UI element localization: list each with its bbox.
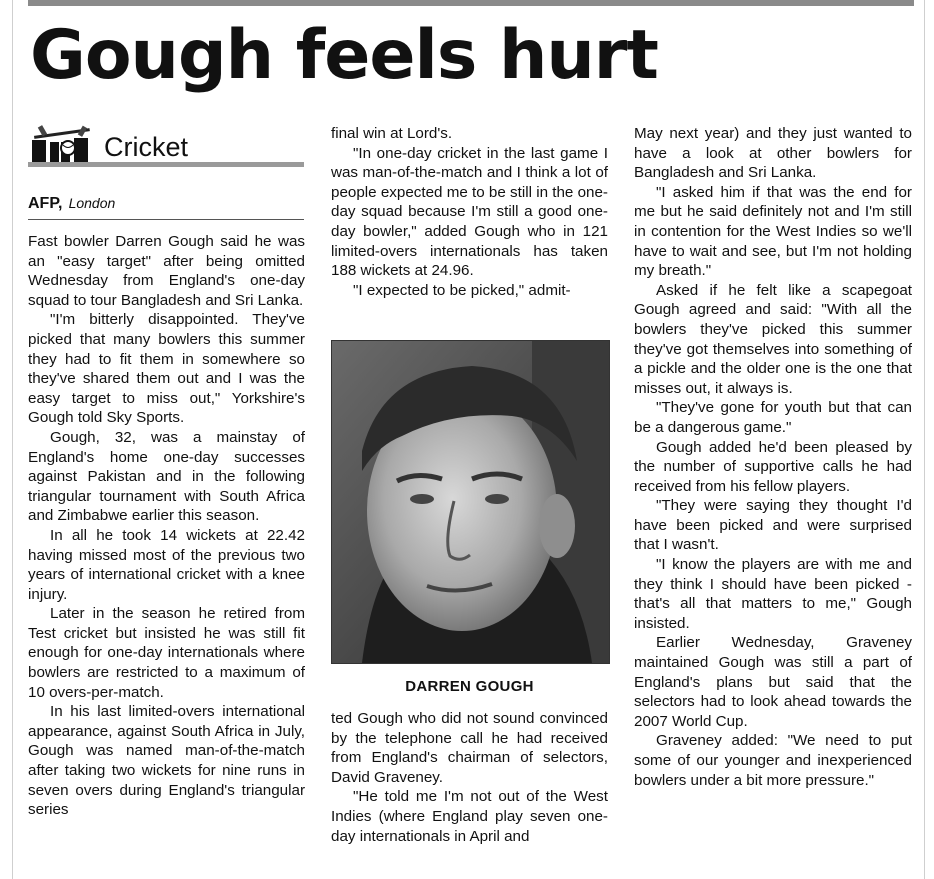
byline-rule <box>28 219 304 220</box>
paragraph: Gough added he'd been pleased by the number of supportive calls he had received from his fellow players. <box>634 438 912 495</box>
section-header <box>28 124 304 168</box>
headline: Gough feels hurt <box>30 16 658 95</box>
article-column-3 <box>634 124 912 790</box>
paragraph: "I'm bitterly disappointed. They've picked that many bowlers this summer they had to fit them in somewhere so they've shared them out and I was the easy target to miss out," Yorkshire's Gough told Sky Sports. <box>28 311 305 427</box>
byline-place: London <box>68 195 116 211</box>
paragraph: ted Gough who did not sound convinced by the telephone call he had received from England's chairman of selectors, David Graveney. <box>331 710 608 786</box>
paragraph: final win at Lord's. <box>331 125 453 142</box>
left-margin-line <box>12 0 13 879</box>
byline-agency: AFP, <box>28 195 63 212</box>
portrait-photo <box>331 340 610 664</box>
paragraph: Later in the season he retired from Test cricket but insisted he was still fit enough for one-day internationals where bowlers are restricted to a maximum of 10 overs-per-match. <box>28 605 305 701</box>
article-column-1 <box>28 232 305 820</box>
section-label: Cricket <box>104 132 189 162</box>
paragraph: "They were saying they thought I'd have been picked and were surprised that I wasn't. <box>634 497 912 554</box>
paragraph: "He told me I'm not out of the West Indies (where England play seven one-day internationals in April and <box>331 788 608 845</box>
paragraph: "I asked him if that was the end for me but he said definitely not and I'm still in contention for the West Indies so we'll have to wait and see, but I'm not holding my breath." <box>634 183 912 280</box>
paragraph: "They've gone for youth but that can be a dangerous game." <box>634 399 912 436</box>
paragraph: Gough, 32, was a mainstay of England's home one-day successes against Pakistan and in the following triangular tournament with South Africa and Zimbabwe earlier this season. <box>28 428 305 525</box>
right-margin-line <box>924 0 925 879</box>
paragraph: May next year) and they just wanted to have a look at other bowlers for Bangladesh and Sri Lanka. <box>634 125 912 182</box>
photo-caption: DARREN GOUGH <box>405 678 534 695</box>
section-underline <box>28 162 304 167</box>
paragraph: "I expected to be picked," admit- <box>353 281 571 299</box>
article-column-2-top <box>331 124 608 300</box>
top-rule <box>28 0 914 6</box>
portrait-image <box>332 341 609 663</box>
paragraph: "I know the players are with me and they think I should have been picked - that's all that matters to me," Gough insisted. <box>634 556 912 632</box>
byline <box>28 195 304 213</box>
paragraph: "In one-day cricket in the last game I was man-of-the-match and I think a lot of people expected me to be still in the one-day squad because I'm still a good one-day bowler," added Gough who in 121 limited-overs internationals has taken 188 wickets at 24.96. <box>331 144 608 280</box>
paragraph: In his last limited-overs international appearance, against South Africa in July, Gough was named man-of-the-match after taking two wickets for nine runs in seven overs during England's triangular series <box>28 703 305 819</box>
article-column-2-bottom <box>331 709 608 846</box>
paragraph: Earlier Wednesday, Graveney maintained Gough was still a part of England's plans but said that the selectors had to look ahead towards the 2007 World Cup. <box>634 634 912 730</box>
cricket-logo-icon <box>28 124 100 164</box>
paragraph: Graveney added: "We need to put some of our younger and inexperienced bowlers under a bit more pressure." <box>634 732 912 789</box>
paragraph: Asked if he felt like a scapegoat Gough agreed and said: "With all the bowlers they've picked this summer they've got themselves into something of a pickle and the older one is the one that misses out, it always is. <box>634 281 912 397</box>
paragraph: Fast bowler Darren Gough said he was an "easy target" after being omitted Wednesday from England's one-day squad to tour Bangladesh and Sri Lanka. <box>28 233 305 309</box>
paragraph: In all he took 14 wickets at 22.42 having missed most of the previous two years of international cricket with a knee injury. <box>28 526 305 603</box>
